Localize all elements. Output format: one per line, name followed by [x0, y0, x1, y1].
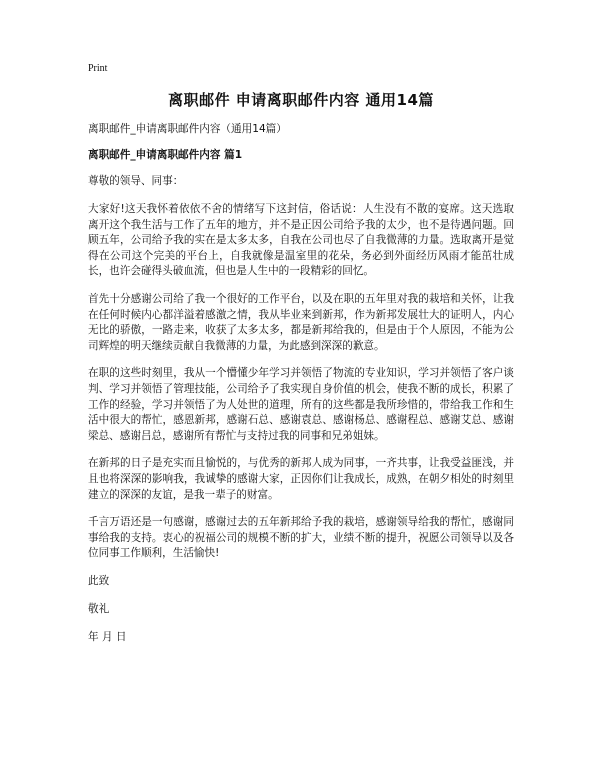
document-page: [88, 62, 514, 658]
paragraph-1: 大家好!这天我怀着依依不舍的情绪写下这封信，俗话说：人生没有不散的宴席。这天选取离开这个我生活与工作了五年的地方，并不是正因公司给予我的太少，也不是待遇问题。回顾五年，公司给予我的实在是太多太多，自我在公司也尽了自我微薄的力量。选取离开是觉得在公司这个完美的平台上，自我就像是温室里的花朵，务必到外面经历风雨才能茁壮成长，也许会碰得头破血流，但也是人生中的一段精彩的回忆。: [88, 203, 514, 278]
print-label: Print: [88, 63, 108, 74]
paragraph-4: 在新邦的日子是充实而且愉悦的，与优秀的新邦人成为同事，一齐共事，让我受益匪浅，并且也将深深的影响我，我诚挚的感谢大家，正因你们让我成长，成熟，在朝夕相处的时刻里建立的深深的友谊，是我一辈子的财富。: [88, 457, 514, 501]
document-subtitle: 离职邮件_申请离职邮件内容（通用14篇）: [88, 123, 287, 135]
date-line: 年 月 日: [88, 630, 127, 643]
document-title: 离职邮件 申请离职邮件内容 通用14篇: [168, 91, 434, 109]
section-heading: 离职邮件_申请离职邮件内容 篇1: [88, 149, 243, 161]
paragraph-5: 千言万语还是一句感谢，感谢过去的五年新邦给予我的栽培，感谢领导给我的帮忙，感谢同事给我的支持。衷心的祝福公司的规模不断的扩大，业绩不断的提升，祝愿公司领导以及各位同事工作顺利，生活愉快!: [88, 516, 514, 560]
paragraph-3: 在职的这些时刻里，我从一个懵懂少年学习并领悟了物流的专业知识，学习并领悟了客户谈判、学习并领悟了管理技能，公司给予了我实现自身价值的机会，使我不断的成长，积累了工作的经验，学习并领悟了为人处世的道理，所有的这些都是我所珍惜的，带给我工作和生活中很大的帮忙，感恩新邦，感谢石总、感谢袁总、感谢杨总、感谢程总、感谢艾总、感谢梁总、感谢吕总，感谢所有帮忙与支持过我的同事和兄弟姐妹。: [88, 367, 514, 442]
salutation: 敬礼: [88, 602, 110, 615]
paragraph-2: 首先十分感谢公司给了我一个很好的工作平台，以及在职的五年里对我的栽培和关怀，让我在任何时候内心都洋溢着感激之情，我从毕业来到新邦，作为新邦发展壮大的证明人，内心无比的骄傲，一路走来，收获了太多太多，都是新邦给我的，但是由于个人原因，不能为公司辉煌的明天继续贡献自我微薄的力量，为此感到深深的歉意。: [88, 292, 514, 352]
greeting: 尊敬的领导、同事：: [88, 175, 184, 187]
closing: 此致: [88, 574, 110, 587]
